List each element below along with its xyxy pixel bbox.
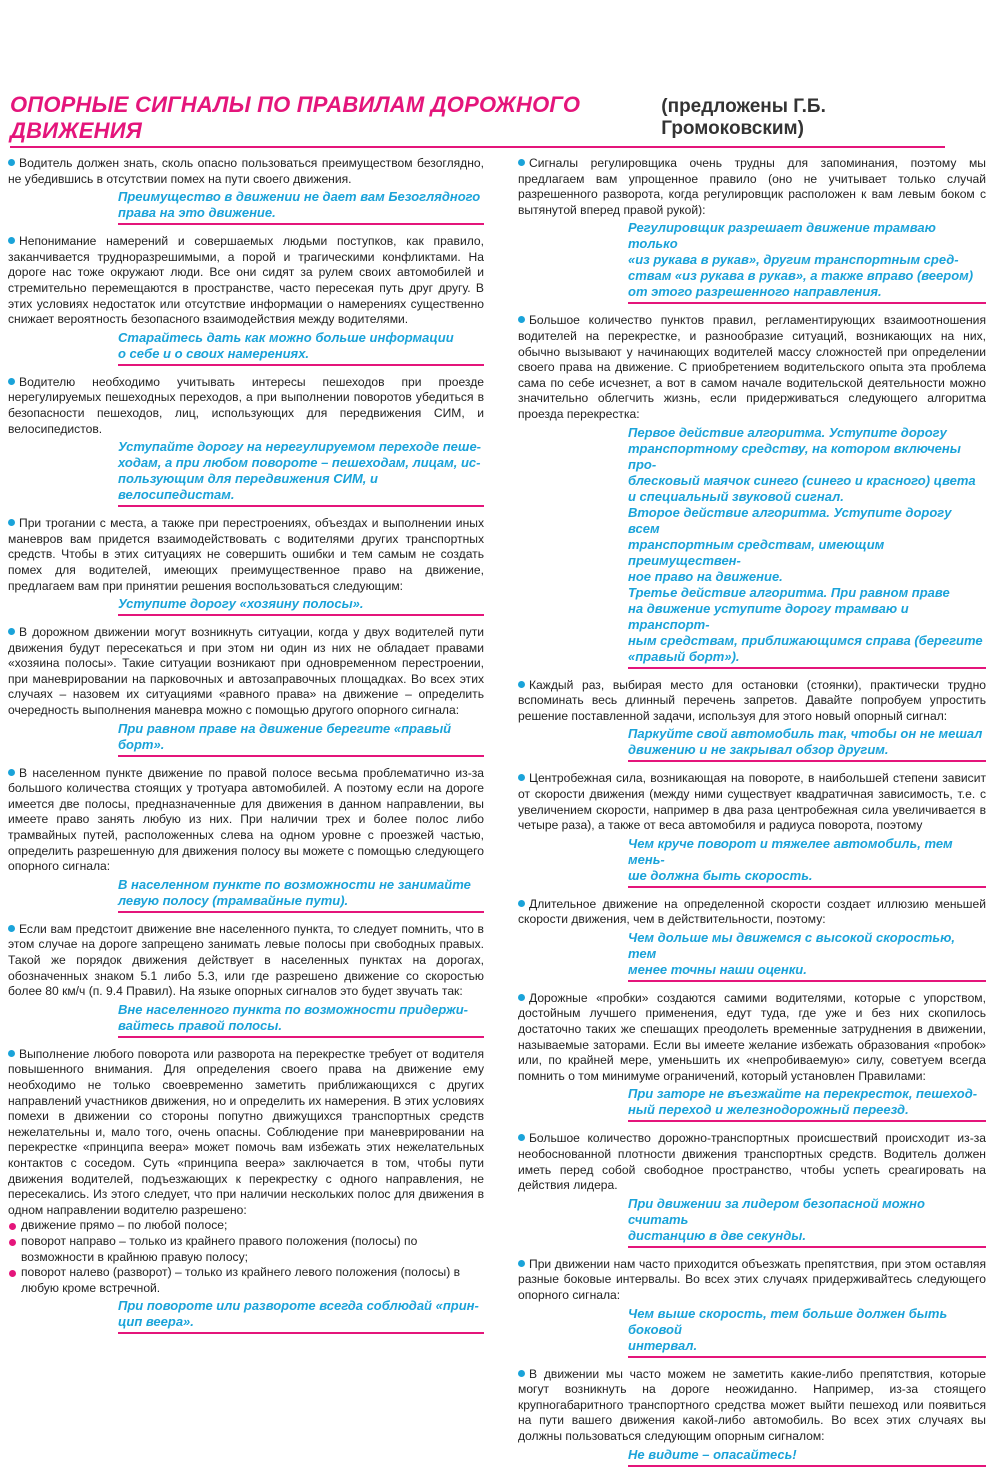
- signal-line: на движение уступите дорогу трамваю и транспорт-: [628, 600, 909, 632]
- support-signal: [118, 721, 484, 757]
- signal-line: блесковый маячок синего (синего и красного) цвета: [628, 472, 976, 488]
- signal-line: «правый борт»).: [628, 648, 740, 664]
- signal-line: ствам «из рукава в рукав», а также вправо (веером): [628, 268, 974, 284]
- signal-line: При равном праве на движение берегите «правый: [118, 720, 452, 736]
- signal-line: Вне населенного пункта по возможности придержи-: [118, 1001, 468, 1017]
- signal-line: ным средствам, приближающимся справа (берегите: [628, 632, 983, 648]
- bullet-icon: [518, 900, 525, 907]
- signal-line: ное право на движение.: [628, 568, 783, 584]
- rule-text: Длительное движение на определенной скорости создает иллюзию меньшей скорости движения, чем в действительности, поэтому:: [518, 896, 986, 927]
- bullet-icon: [8, 769, 15, 776]
- rule-block: [518, 1131, 986, 1247]
- rule-block: [518, 1257, 986, 1358]
- bullet-icon: [8, 925, 15, 932]
- signal-line: интервал.: [628, 1337, 698, 1353]
- support-signal: [628, 425, 986, 669]
- rule-block: [8, 516, 484, 616]
- signal-line: Чем круче поворот и тяжелее автомобиль, тем мень-: [628, 835, 953, 867]
- rule-text: Выполнение любого поворота или разворота на перекрестке требует от водителя повышенного внимания. Для определения своего права на движение ему необходимо не только своевременно заметить приближающихся с других направлений участников движения, но и определить их намерения. В этих условиях помехи в движении со стороны попутно движущихся транспортных средств нежелательны и, мало того, очень опасны. Соблюдение при маневрировании на перекрестке «принципа веера» может помочь вам избежать этих нежелательных контактов с соседом. Суть «принципа веера» заключается в том, чтобы пути движения водителей, подъезжающих к перекрестку с одного направления, не пересекались. Из этого следует, что при наличии нескольких полос для движения в одном направлении водителю разрешено:: [8, 1046, 484, 1217]
- columns: [8, 156, 986, 1476]
- signal-line: вайтесь правой полосы.: [118, 1017, 283, 1033]
- signal-line: ше должна быть скорость.: [628, 867, 813, 883]
- bullet-icon: [8, 378, 15, 385]
- rule-list: [8, 1218, 484, 1296]
- support-signal: [118, 1298, 484, 1334]
- rule-block: [8, 1047, 484, 1335]
- signal-line: Не видите – опасайтесь!: [628, 1446, 797, 1462]
- rule-block: [8, 625, 484, 757]
- bullet-icon: [518, 1370, 525, 1377]
- rule-block: [8, 766, 484, 913]
- rule-text: При трогании с места, а также при перестроениях, объездах и выполнении иных маневров вам придется взаимодействовать с водителями других транспортных средств. Чтобы в этих ситуациях не совершить ошибки и тем самым не создать помех для водителей, имеющих преимущественное право на движение, предлагаем вам при принятии решения воспользоваться следующим:: [8, 516, 484, 593]
- signal-line: Второе действие алгоритма. Уступите дорогу всем: [628, 504, 952, 536]
- page-title: [10, 92, 945, 148]
- signal-line: ходам, а при любом повороте – пешеходам, лицам, ис-: [118, 455, 481, 471]
- list-item: поворот направо – только из крайнего правого положения (полосы) по возможности в крайнюю правую полосу;: [8, 1234, 484, 1265]
- signal-line: Регулировщик разрешает движение трамваю только: [628, 220, 936, 252]
- rule-block: [8, 375, 484, 507]
- support-signal: [118, 1002, 484, 1038]
- signal-line: Чем дольше мы движемся с высокой скоростью, тем: [628, 929, 955, 961]
- rule-block: [518, 156, 986, 304]
- rule-text: Центробежная сила, возникающая на повороте, в наибольшей степени зависит от скорости движения (между ними существует квадратичная зависимость, т.е. с увеличением скорости, например в два раза центробежная сила увеличивается в четыре раза), а также от веса автомобиля и радиуса поворота, поэтому: [518, 771, 986, 833]
- bullet-icon: [8, 519, 15, 526]
- signal-line: дистанцию в две секунды.: [628, 1227, 806, 1243]
- signal-line: При заторе не въезжайте на перекресток, пешеход-: [628, 1086, 978, 1102]
- bullet-icon: [518, 1260, 525, 1267]
- rule-block: [518, 313, 986, 668]
- support-signal: [628, 1306, 986, 1358]
- support-signal: [628, 836, 986, 888]
- support-signal: [628, 930, 986, 982]
- signal-line: Преимущество в движении не дает вам Безоглядного: [118, 189, 481, 205]
- support-signal: [118, 330, 484, 366]
- signal-line: Старайтесь дать как можно больше информации: [118, 329, 454, 345]
- rule-text: Сигналы регулировщика очень трудны для запоминания, поэтому мы предлагаем вам упрощенное правило (оно не учитывает только случай разрешенного разворота, когда регулировщик расположен к вам левым боком с вытянутой вперед правой рукой):: [518, 156, 986, 217]
- support-signal: [118, 596, 484, 616]
- right-column: [518, 156, 986, 1476]
- rule-block: [518, 771, 986, 887]
- rule-text: Большое количество пунктов правил, регламентирующих взаимоотношения водителей на перекрестке, и разнообразие ситуаций, возникающих на них, обычно вызывают у начинающих водителей массу сложностей при определении своего права на движение. С приобретением водительского опыта эта проблема сама по себе исчезнет, а вот в самом начале водительской деятельности можно значительно облегчить жизнь, если придерживаться следующего алгоритма проезда перекрестка:: [518, 313, 986, 421]
- signal-line: от этого разрешенного направления.: [628, 284, 882, 300]
- signal-line: Чем выше скорость, тем больше должен быть боковой: [628, 1305, 948, 1337]
- signal-line: Уступайте дорогу на нерегулируемом переходе пеше-: [118, 439, 482, 455]
- rule-block: [518, 991, 986, 1123]
- left-column: [8, 156, 484, 1476]
- signal-line: В населенном пункте по возможности не занимайте: [118, 876, 471, 892]
- rule-text: Непонимание намерений и совершаемых людьми поступков, как правило, заканчивается трудноразрешимыми, а порой и трагическими конфликтами. На дороге нас тоже окружают люди. Все они сидят за рулем своих автомобилей и стремительно перемещаются в пространстве, часто пересекая путь друг другу. В этих условиях недостаток или отсутствие информации о намерениях существенно снижает вероятность безопасного взаимодействия между водителями.: [8, 234, 484, 327]
- support-signal: [628, 1086, 986, 1122]
- signal-line: транспортному средству, на котором включены про-: [628, 440, 961, 472]
- rule-text: Каждый раз, выбирая место для остановки (стоянки), практически трудно вспоминать весь длинный перечень запретов. Давайте попробуем упростить решение поставленной задачи, используя для этого новый опорный сигнал:: [518, 677, 986, 723]
- signal-line: о себе и о своих намерениях.: [118, 345, 310, 361]
- rule-text: В движении мы часто можем не заметить какие-либо препятствия, которые могут возникнуть на дороге неожиданно. Например, из-за стоящего крупногабаритного транспортного средства может выйти пешеход или появиться на пути вашего движения какой-либо автомобиль. Во всех этих случаях вы должны пользоваться следующим опорным сигналом:: [518, 1366, 986, 1443]
- signal-line: левую полосу (трамвайные пути).: [118, 892, 349, 908]
- signal-line: и специальный звуковой сигнал.: [628, 488, 844, 504]
- bullet-icon: [518, 316, 525, 323]
- signal-line: При движении за лидером безопасной можно считать: [628, 1195, 925, 1227]
- title-main: ОПОРНЫЕ СИГНАЛЫ ПО ПРАВИЛАМ ДОРОЖНОГО ДВИЖЕНИЯ: [10, 92, 581, 143]
- support-signal: [628, 1196, 986, 1248]
- rule-block: [518, 1367, 986, 1467]
- signal-line: Уступите дорогу «хозяину полосы».: [118, 596, 364, 612]
- support-signal: [118, 439, 484, 507]
- support-signal: [628, 1447, 986, 1467]
- bullet-icon: [8, 159, 15, 166]
- signal-line: «из рукава в рукав», другим транспортным сред-: [628, 252, 959, 268]
- signal-line: борт».: [118, 736, 165, 752]
- bullet-icon: [8, 1050, 15, 1057]
- rule-text: Водитель должен знать, сколь опасно пользоваться преимуществом безоглядно, не убедившись в отсутствии помех на пути своего движения.: [8, 156, 484, 186]
- signal-line: права на это движение.: [118, 205, 276, 221]
- rule-text: Если вам предстоит движение вне населенного пункта, то следует помнить, что в этом случае на дороге запрещено занимать левые полосы при свободных правых. Такой же порядок движения действует в населенных пунктах на дорогах, обозначенных знаком 5.1 либо 5.3, или где разрешено движение со скоростью более 80 км/ч (п. 9.4 Правил). На языке опорных сигналов это будет звучать так:: [8, 921, 484, 999]
- signal-line: транспортным средствам, имеющим преимуществен-: [628, 536, 885, 568]
- signal-line: цип веера».: [118, 1314, 194, 1330]
- signal-line: При повороте или развороте всегда соблюдай «прин-: [118, 1298, 479, 1314]
- bullet-icon: [518, 159, 525, 166]
- signal-line: Паркуйте свой автомобиль так, чтобы он не мешал: [628, 726, 983, 742]
- rule-text: При движении нам часто приходится объезжать препятствия, при этом оставляя разные боковые интервалы. Во всех этих случаях придерживайтесь следующего опорного сигнала:: [518, 1256, 986, 1302]
- bullet-icon: [518, 681, 525, 688]
- support-signal: [628, 220, 986, 304]
- support-signal: [118, 189, 484, 225]
- rule-text: Водителю необходимо учитывать интересы пешеходов при проезде нерегулируемых пешеходных переходов, а при выполнении поворотов убедиться в безопасности пешеходов, лиц, использующих для передвижения СИМ, и велосипедистов.: [8, 374, 484, 436]
- bullet-icon: [8, 628, 15, 635]
- title-author: (предложены Г.Б. Громоковским): [661, 96, 826, 139]
- rule-text: В дорожном движении могут возникнуть ситуации, когда у двух водителей пути движения будут пересекаться и при этом ни один из них не обладает правами «хозяина полосы». Такие ситуации возникают при одновременном перестроении, при маневрировании на парковочных и автозаправочных площадках. Во всех этих случаях – назовем их ситуациями «равного права» на движение – определить очередность выполнения маневра можно с помощью другого опорного сигнала:: [8, 625, 484, 718]
- list-item: поворот налево (разворот) – только из крайнего левого положения (полосы) в любую кроме встречной.: [8, 1265, 484, 1296]
- signal-line: Третье действие алгоритма. При равном праве: [628, 584, 950, 600]
- support-signal: [628, 726, 986, 762]
- bullet-icon: [518, 1134, 525, 1141]
- rule-block: [518, 678, 986, 763]
- rule-block: [8, 922, 484, 1038]
- bullet-icon: [518, 774, 525, 781]
- rule-text: В населенном пункте движение по правой полосе весьма проблематично из-за большого количества стоящих у тротуара автомобилей. А поэтому если на дороге имеется две полосы, предназначенные для движения в данном направлении, вы имеете право занять любую из них. При наличии трех и более полос либо трамвайных путей, расположенных слева на одном уровне с проезжей частью, определить разрешенную для движения полосу вы можете с помощью следующего опорного сигнала:: [8, 765, 484, 874]
- rule-text: Дорожные «пробки» создаются самими водителями, которые с упорством, достойным лучшего применения, едут туда, где уже и без них скопилось достаточно таких же спешащих преодолеть временные затруднения в движении, называемые заторами. Если вы имеете желание избежать образования «пробок» или, по крайней мере, уменьшить их «непробиваемую» силу, советуем всегда помнить о том минимуме ограничений, который установлен Правилами:: [518, 990, 986, 1083]
- bullet-icon: [518, 994, 525, 1001]
- rule-block: [518, 897, 986, 982]
- bullet-icon: [8, 237, 15, 244]
- signal-line: ный переход и железнодорожный переезд.: [628, 1102, 909, 1118]
- signal-line: движению и не закрывал обзор другим.: [628, 742, 889, 758]
- signal-line: Первое действие алгоритма. Уступите дорогу: [628, 424, 947, 440]
- support-signal: [118, 877, 484, 913]
- rule-block: [8, 156, 484, 225]
- list-item: движение прямо – по любой полосе;: [8, 1218, 484, 1234]
- signal-line: менее точны наши оценки.: [628, 961, 807, 977]
- rule-block: [8, 234, 484, 366]
- rule-text: Большое количество дорожно-транспортных происшествий происходит из-за необоснованной плотности движения транспортных средств. Водитель должен иметь перед собой свободное пространство, чтобы успеть среагировать на действия лидера.: [518, 1131, 986, 1193]
- signal-line: пользующим для передвижения СИМ, и велосипедистам.: [118, 471, 378, 503]
